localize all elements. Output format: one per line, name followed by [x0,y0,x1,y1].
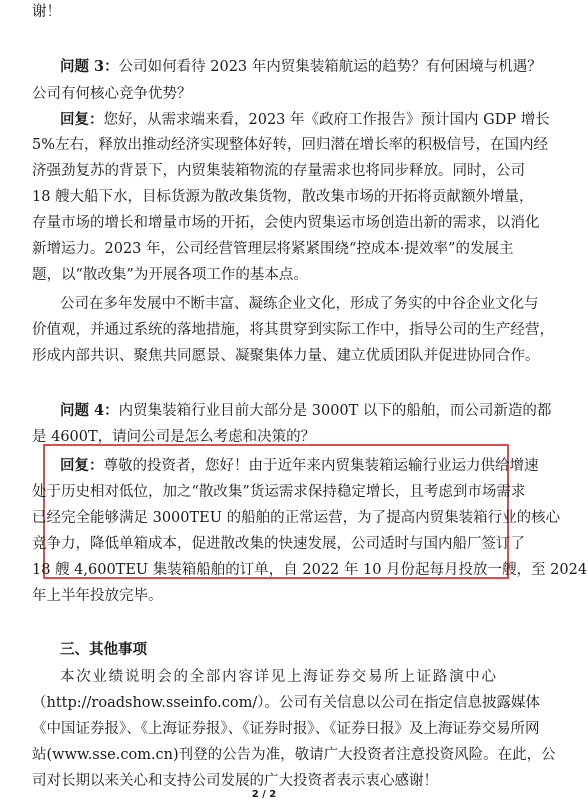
section-line: 《中国证券报》、《上海证券报》、《证券时报》、《证券日报》及上海证券交易所网 [32,721,540,737]
q4-answer-line-1 [0,456,588,476]
section-heading: 三、其他事项 [60,641,147,658]
q4-answer-label: 回复： [60,457,104,474]
q3-answer-line: 存量市场的增长和增量市场的开拓，会使内贸集运市场创造出新的需求，以消化 [32,215,540,231]
q3-answer-line: 18 艘大船下水，目标货源为散改集货物，散改集市场的开拓将贡献额外增量， [32,189,534,205]
q3-culture-line: 形成内部共识、聚焦共同愿景、凝聚集体力量、建立优质团队并促进协同合作。 [32,348,540,364]
q3-question-line-2: 公司有何核心竞争优势？ [32,86,192,102]
q3-answer-line: 题，以“散改集”为开展各项工作的基本点。 [32,267,308,283]
q3-answer-label: 回复： [60,111,104,128]
q3-answer-text-1: 您好，从需求端来看，2023 年《政府工作报告》预计国内 GDP 增长 [103,112,550,128]
q4-answer-line: 18 艘 4,600TEU 集装箱船舶的订单，自 2022 年 10 月份起每月投放一艘，至 2024 [32,562,588,578]
q3-answer-line: 济强劲复苏的背景下，内贸集装箱物流的存量需求也将同步释放。同时，公司 [32,163,525,179]
section-line: 本次业绩说明会的全部内容详见上海证券交易所上证路演中心 [60,669,496,685]
q3-label: 问题 3： [60,58,119,75]
section-line: 司对长期以来关心和支持公司发展的广大投资者表示衷心感谢！ [32,773,438,789]
q4-label: 问题 4： [60,402,119,419]
q3-culture-line: 价值观，并通过系统的落地措施，将其贯穿到实际工作中，指导公司的生产经营， [32,322,554,338]
section-line: 站(www.sse.com.cn)刊登的公告为准，敬请广大投资者注意投资风险。在此，公 [32,747,556,763]
q4-question-line-1 [0,401,588,421]
q4-answer-line: 竞争力，降低单箱成本，促进散改集的快速发展，公司适时与国内船厂签订了 [32,536,525,552]
q3-answer-line: 5%左右，释放出推动经济实现整体好转，回归潜在增长率的积极信号，在国内经 [32,137,549,153]
q4-text-1: 内贸集装箱行业目前大部分是 3000T 以下的船舶，而公司新造的都 [118,403,552,419]
q3-answer-line: 新增运力。2023 年，公司经营管理层将紧紧围绕“控成本·提效率”的发展主 [32,241,514,257]
q3-text-1: 公司如何看待 2023 年内贸集装箱航运的趋势？有何困境与机遇？ [118,59,542,75]
q4-answer-text-1: 尊敬的投资者，您好！由于近年来内贸集装箱运输行业运力供给增速 [103,458,539,474]
q3-culture-line: 公司在多年发展中不断丰富、凝练企业文化，形成了务实的中谷企业文化与 [60,296,539,312]
q4-answer-line: 已经完全能够满足 3000TEU 的船舶的正常运营，为了提高内贸集装箱行业的核心 [32,510,561,526]
section-line: （http://roadshow.sseinfo.com/）。公司有关信息以公司在指定信息披露媒体 [32,695,540,711]
q3-answer-line-1 [0,110,588,130]
q4-answer-line: 处于历史相对低位，加之“散改集”货运需求保持稳定增长，且考虑到市场需求 [32,484,526,500]
previous-paragraph-tail: 谢！ [32,4,61,20]
q4-answer-line: 年上半年投放完毕。 [32,588,163,604]
q3-question-line-1 [0,57,588,77]
q4-question-line-2: 是 4600T，请问公司是怎么考虑和决策的？ [32,429,316,445]
page-number: 2 / 2 [251,789,277,800]
